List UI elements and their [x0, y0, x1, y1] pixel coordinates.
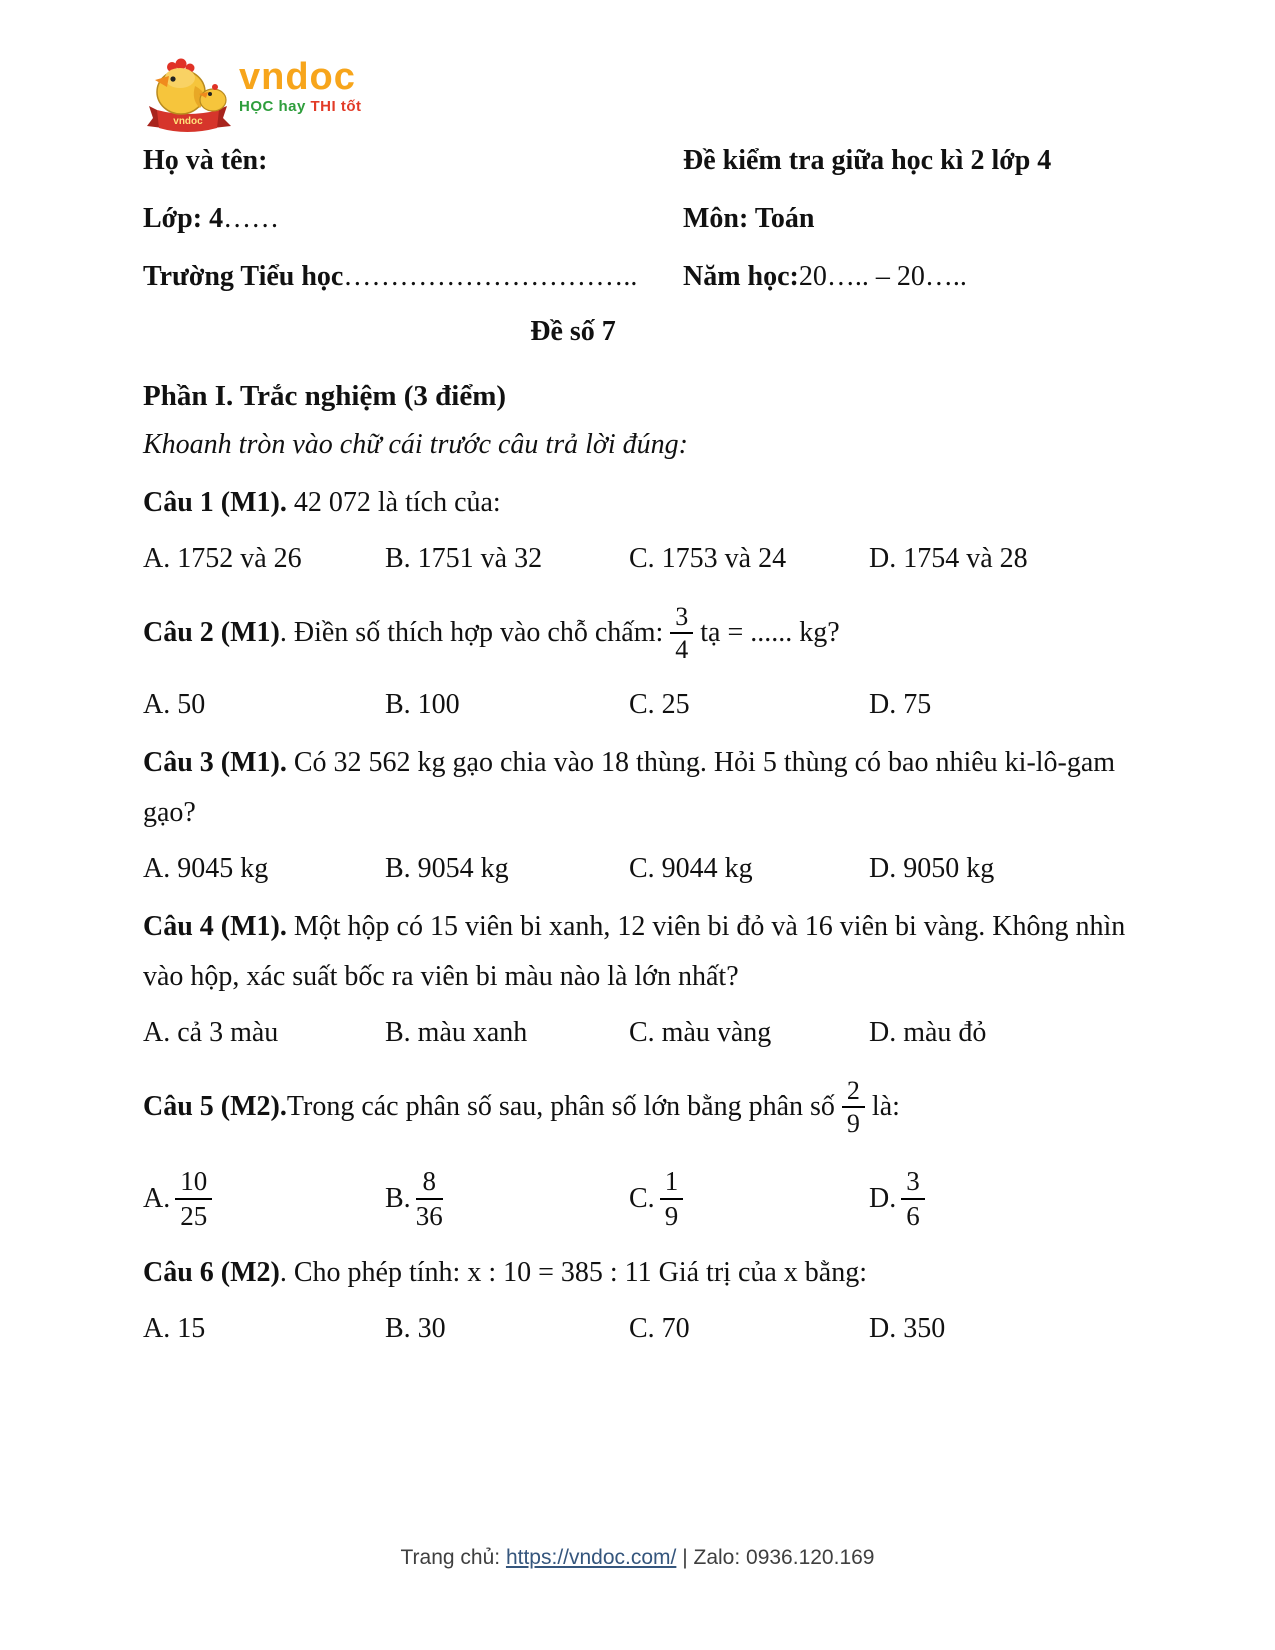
option-a: A. 9045 kg [143, 853, 269, 885]
question-2 [143, 592, 1135, 721]
question-5-text [143, 1066, 1135, 1148]
question-4-body: Một hộp có 15 viên bi xanh, 12 viên bi đỏ và 16 viên bi vàng. Không nhìn vào hộp, xác suất bốc ra viên bi màu nào là lớn nhất? [143, 911, 1126, 993]
question-2-text [143, 592, 1135, 674]
section-heading: Phần I. Trắc nghiệm (3 điểm) [143, 380, 507, 412]
question-1-label: Câu 1 (M1). [143, 487, 287, 518]
option-b: B. màu xanh [385, 1017, 528, 1049]
exam-title [683, 132, 1135, 190]
question-2-label: Câu 2 (M1) [143, 617, 280, 649]
question-3-text [143, 738, 1135, 838]
question-4-options [143, 1017, 1135, 1049]
home-link[interactable]: https://vndoc.com/ [505, 1546, 677, 1569]
question-5-body-after: là: [871, 1091, 900, 1123]
question-5-body: Trong các phân số sau, phân số lớn bằng phân số [286, 1091, 835, 1123]
question-5 [143, 1066, 1135, 1231]
question-3-body: Có 32 562 kg gạo chia vào 18 thùng. Hỏi 5 thùng có bao nhiêu ki-lô-gam gạo? [143, 747, 1116, 829]
school-dots: ………………………….. [343, 261, 638, 292]
option-d: D. 1754 và 28 [869, 543, 1028, 574]
footer [0, 1546, 1275, 1570]
option-d: D. 350 [869, 1312, 946, 1344]
question-5-label: Câu 5 (M2). [143, 1091, 287, 1123]
option-b: B. 30 [385, 1312, 446, 1344]
instruction-text: Khoanh tròn vào chữ cái trước câu trả lời đúng: [143, 429, 688, 460]
fraction-8-36: $\frac{8}{36}$ [415, 1166, 443, 1231]
option-c: C. 9044 kg [629, 853, 753, 885]
option-a: A. 15 [143, 1312, 206, 1344]
class-label: Lớp: 4 [143, 203, 224, 234]
option-b: B. 9054 kg [385, 853, 509, 885]
vndoc-logo [143, 58, 1135, 132]
student-name-label: Họ và tên: [143, 145, 268, 176]
logo-text [239, 58, 362, 114]
fraction-3-6: $\frac{3}{6}$ [901, 1166, 925, 1230]
question-2-body-after: tạ = ...... kg? [700, 617, 840, 649]
ribbon-text: vndoc [173, 116, 203, 127]
class-dots: …… [223, 203, 280, 234]
question-1-options [143, 543, 1135, 575]
fraction-3-4: $\frac{3}{4}$ [670, 602, 693, 664]
school-year-dots: 20….. – 20….. [798, 261, 967, 292]
footer-prefix: Trang chủ: [400, 1546, 506, 1569]
question-5-options [143, 1166, 1135, 1230]
brand-name: vndoc [239, 56, 356, 98]
question-6-text [143, 1248, 1135, 1298]
question-6-options [143, 1313, 1135, 1345]
subject-field [683, 190, 1135, 248]
option-c: C. 25 [629, 689, 690, 721]
option-b: B. 1751 và 32 [385, 543, 543, 574]
option-d: D. 75 [869, 689, 932, 721]
option-c: C. $\frac{1}{9}$ [629, 1166, 869, 1230]
question-3-label: Câu 3 (M1). [143, 747, 287, 779]
option-a: A. $\frac{10}{25}$ [143, 1166, 385, 1230]
question-4-label: Câu 4 (M1). [143, 911, 287, 943]
option-c: C. 1753 và 24 [629, 543, 787, 574]
option-b: B. $\frac{8}{36}$ [385, 1166, 443, 1231]
chicken-mascot-icon [143, 58, 235, 132]
option-a: A. 50 [143, 689, 206, 721]
question-1-body: 42 072 là tích của: [286, 487, 501, 518]
brand-tagline [239, 99, 362, 114]
subject-text: Môn: Toán [683, 203, 815, 234]
fraction-10-25: $\frac{10}{25}$ [175, 1166, 212, 1230]
school-label: Trường Tiểu học [143, 261, 344, 292]
header [143, 132, 1135, 306]
question-4-text [143, 902, 1135, 1002]
question-1 [143, 478, 1135, 575]
question-6 [143, 1248, 1135, 1345]
fraction-2-9: $\frac{2}{9}$ [842, 1076, 865, 1138]
exam-title-text: Đề kiểm tra giữa học kì 2 lớp 4 [683, 145, 1052, 176]
class-field [143, 190, 683, 248]
option-b: B. 100 [385, 689, 460, 721]
option-c: C. màu vàng [629, 1017, 772, 1049]
school-field [143, 248, 683, 306]
fraction-1-9: $\frac{1}{9}$ [660, 1166, 684, 1230]
footer-suffix: | Zalo: 0936.120.169 [676, 1546, 875, 1569]
option-a: A. 1752 và 26 [143, 543, 302, 574]
option-d: D. 9050 kg [869, 853, 995, 885]
question-2-body: . Điền số thích hợp vào chỗ chấm: [279, 617, 664, 649]
question-4 [143, 902, 1135, 1049]
option-d: D. $\frac{3}{6}$ [869, 1166, 1135, 1230]
question-6-body: . Cho phép tính: x : 10 = 385 : 11 Giá trị của x bằng: [279, 1256, 867, 1288]
option-a: A. cả 3 màu [143, 1017, 279, 1049]
question-3-options [143, 853, 1135, 885]
school-year-label: Năm học: [683, 261, 799, 292]
student-name-field [143, 132, 683, 190]
school-year-field [683, 248, 1135, 306]
option-d: D. màu đỏ [869, 1017, 987, 1049]
question-1-text [143, 478, 1135, 528]
question-2-options [143, 689, 1135, 721]
page-title: Đề số 7 [530, 316, 616, 347]
option-c: C. 70 [629, 1312, 690, 1344]
question-6-label: Câu 6 (M2) [143, 1256, 280, 1288]
tagline-green: HỌC hay [239, 98, 311, 115]
question-3 [143, 738, 1135, 885]
tagline-red: THI tốt [310, 98, 362, 115]
